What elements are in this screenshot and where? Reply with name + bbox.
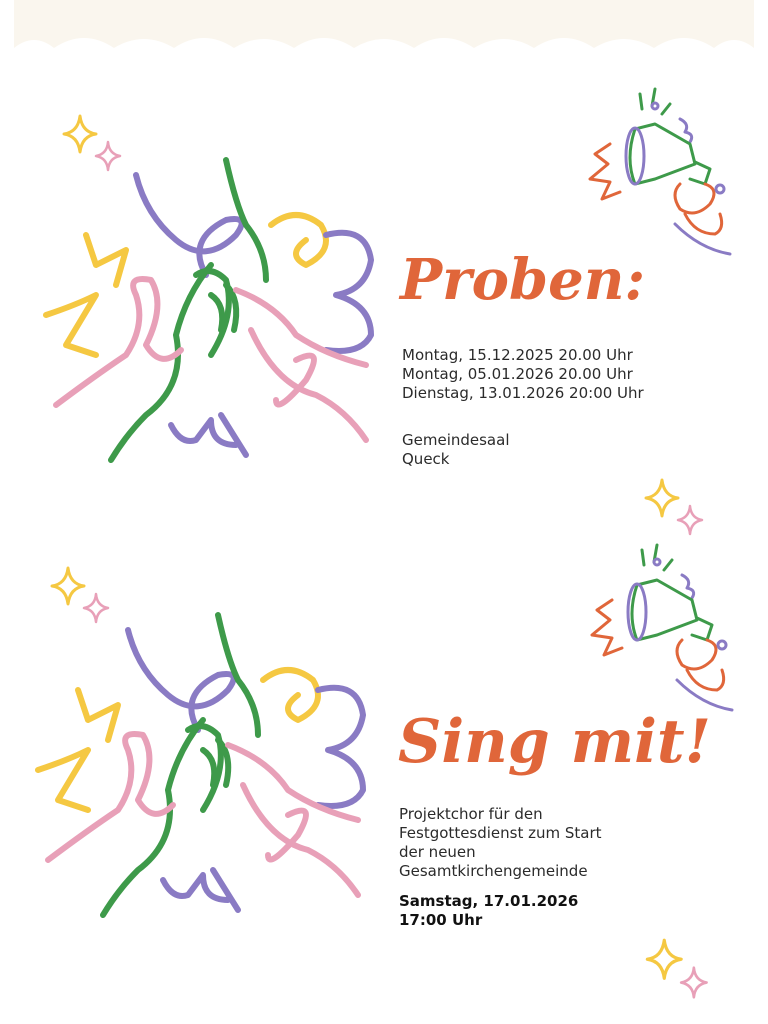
event-datetime [399,892,578,930]
description-line: Festgottesdienst zum Start [399,824,602,842]
rehearsal-date: Montag, 05.01.2026 20.00 Uhr [402,365,633,383]
description-line: der neuen [399,843,476,861]
megaphone-icon [580,84,750,259]
top-decorative-band [14,0,754,64]
event-date: Samstag, 17.01.2026 [399,892,579,910]
high-five-hands-icon [28,610,378,940]
sparkle-icon [640,936,716,1010]
event-time: 17:00 Uhr [399,911,483,929]
rehearsal-date: Montag, 15.12.2025 20.00 Uhr [402,346,633,364]
sing-along-heading: Sing mit! [398,707,711,777]
location-line: Gemeindesaal [402,431,510,449]
description-line: Projektchor für den [399,805,543,823]
rehearsal-dates-list [402,346,644,403]
high-five-hands-icon [36,155,386,485]
description-line: Gesamtkirchengemeinde [399,862,588,880]
sparkle-icon [640,476,710,546]
event-description [399,805,602,881]
rehearsals-heading: Proben: [400,247,646,313]
megaphone-icon [582,540,752,715]
rehearsal-date: Dienstag, 13.01.2026 20:00 Uhr [402,384,644,402]
location-line: Queck [402,450,450,468]
rehearsal-location [402,431,509,469]
